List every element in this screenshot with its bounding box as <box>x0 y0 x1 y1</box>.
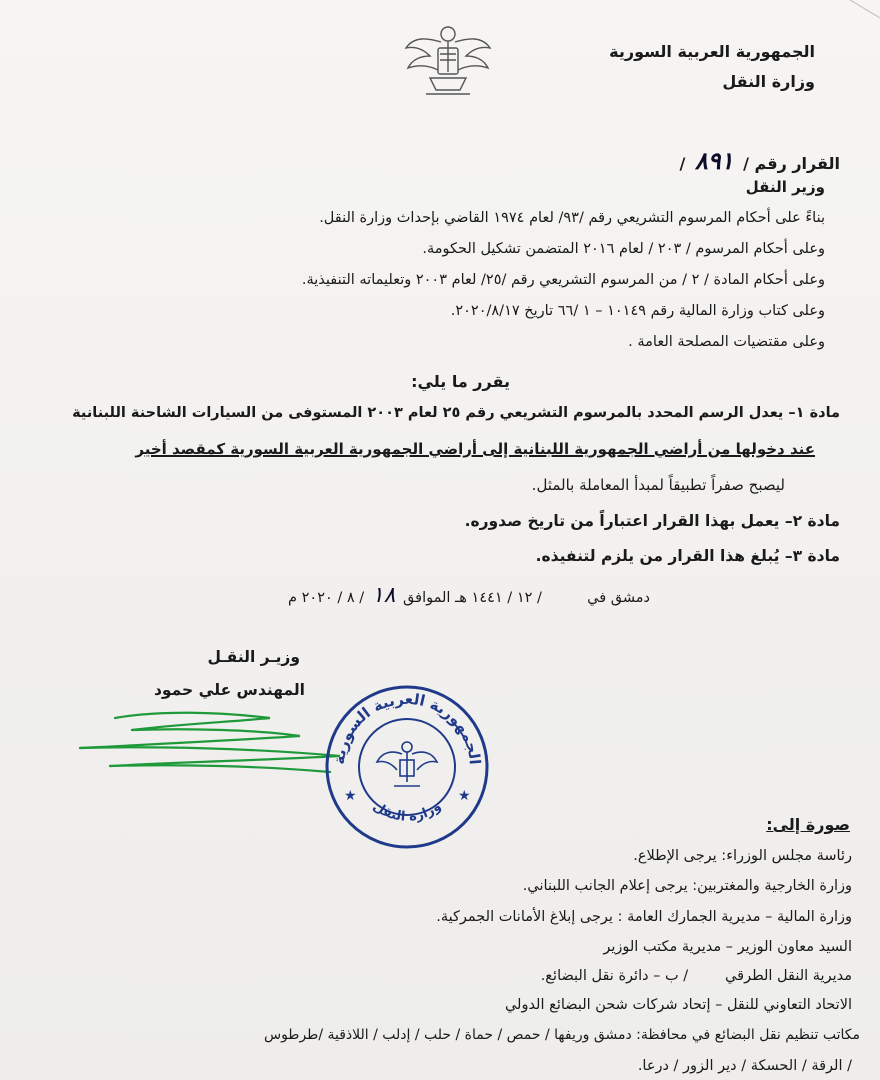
issue-date <box>288 583 650 608</box>
preamble-line: بناءً على أحكام المرسوم التشريعي رقم /٩٣/ لعام ١٩٧٤ القاضي بإحداث وزارة النقل. <box>319 210 825 226</box>
copy-recipient: الاتحاد التعاوني للنقل – إتحاد شركات شحن البضائع الدولي <box>504 997 852 1013</box>
preamble-line: وعلى كتاب وزارة المالية رقم ١٠١٤٩ – ١ /٦٦ تاريخ ٢٠٢٠/٨/١٧. <box>450 303 825 319</box>
resolution-heading: يقرر ما يلي: <box>411 372 510 391</box>
date-gregorian: / ٨ / ٢٠٢٠ م <box>288 590 365 606</box>
copy-recipient: رئاسة مجلس الوزراء: يرجى الإطلاع. <box>633 848 852 864</box>
article-2: مادة ٢– يعمل بهذا القرار اعتباراً من تاريخ صدوره. <box>464 512 840 530</box>
article-1-line-2: عند دخولها من أراضي الجمهورية اللبنانية إلى أراضي الجمهورية العربية السورية كمقصد أخير <box>135 440 815 458</box>
syrian-eagle-emblem-icon <box>400 12 496 102</box>
copies-heading: صورة إلى: <box>766 815 850 834</box>
preamble-line: وعلى مقتضيات المصلحة العامة . <box>628 334 825 350</box>
copy-recipient: السيد معاون الوزير – مديرية مكتب الوزير <box>603 939 852 955</box>
stamp-inner-text: وزارة النقل <box>369 798 445 825</box>
country-name: الجمهورية العربية السورية <box>609 42 815 61</box>
decision-label: القرار رقم / <box>743 154 840 173</box>
ministry-name: وزارة النقل <box>722 72 815 91</box>
date-hijri: / ١٢ / ١٤٤١ هـ الموافق <box>403 590 542 606</box>
copy-recipient: وزارة الخارجية والمغتربين: يرجى إعلام الجانب اللبناني. <box>522 878 852 894</box>
decision-suffix: / <box>679 154 686 173</box>
decision-number: ٨٩١ <box>694 146 734 175</box>
preamble-line: وعلى أحكام المادة / ٢ / من المرسوم التشريعي رقم /٢٥/ لعام ٢٠٠٣ وتعليماته التنفيذية. <box>301 272 825 288</box>
preamble-heading: وزير النقل <box>745 178 825 196</box>
decision-number-line <box>679 146 840 175</box>
article-3: مادة ٣– يُبلغ هذا القرار من يلزم لتنفيذه. <box>535 547 840 565</box>
folded-corner <box>840 0 880 20</box>
date-day-handwritten: ١٨ <box>371 583 396 608</box>
signatory-title: وزيـر النقـل <box>207 648 300 666</box>
article-1-line-3: ليصبح صفراً تطبيقاً لمبدأ المعاملة بالمثل. <box>531 476 785 494</box>
date-prefix: دمشق في <box>587 590 650 606</box>
article-1-line-1: مادة ١– يعدل الرسم المحدد بالمرسوم التشريعي رقم ٢٥ لعام ٢٠٠٣ المستوفى من السيارات الشاحنة اللبنانية <box>72 405 840 421</box>
signatory-name: المهندس علي حمود <box>153 681 305 699</box>
svg-text:وزارة النقل <box>370 799 444 825</box>
stamp-eagle-icon <box>377 742 437 786</box>
stamp-outer-text: الجمهورية العربية السورية <box>329 689 484 766</box>
copy-recipient: مديرية النقل الطرقي / ب – دائرة نقل البضائع. <box>540 968 852 984</box>
copy-recipient: مكاتب تنظيم نقل البضائع في محافظة: دمشق وريفها / حمص / حماة / حلب / إدلب / اللاذقية /طرطوس <box>263 1027 860 1043</box>
copy-recipient: وزارة المالية – مديرية الجمارك العامة : يرجى إبلاغ الأمانات الجمركية. <box>436 909 852 925</box>
copy-recipient: / الرقة / الحسكة / دير الزور / درعا. <box>637 1058 852 1074</box>
stamp-star-icon: ★ <box>344 788 357 804</box>
handwritten-signature <box>40 700 340 790</box>
stamp-star-icon: ★ <box>458 788 471 804</box>
ministry-stamp <box>322 682 492 852</box>
preamble-line: وعلى أحكام المرسوم / ٢٠٣ / لعام ٢٠١٦ المتضمن تشكيل الحكومة. <box>422 241 825 257</box>
